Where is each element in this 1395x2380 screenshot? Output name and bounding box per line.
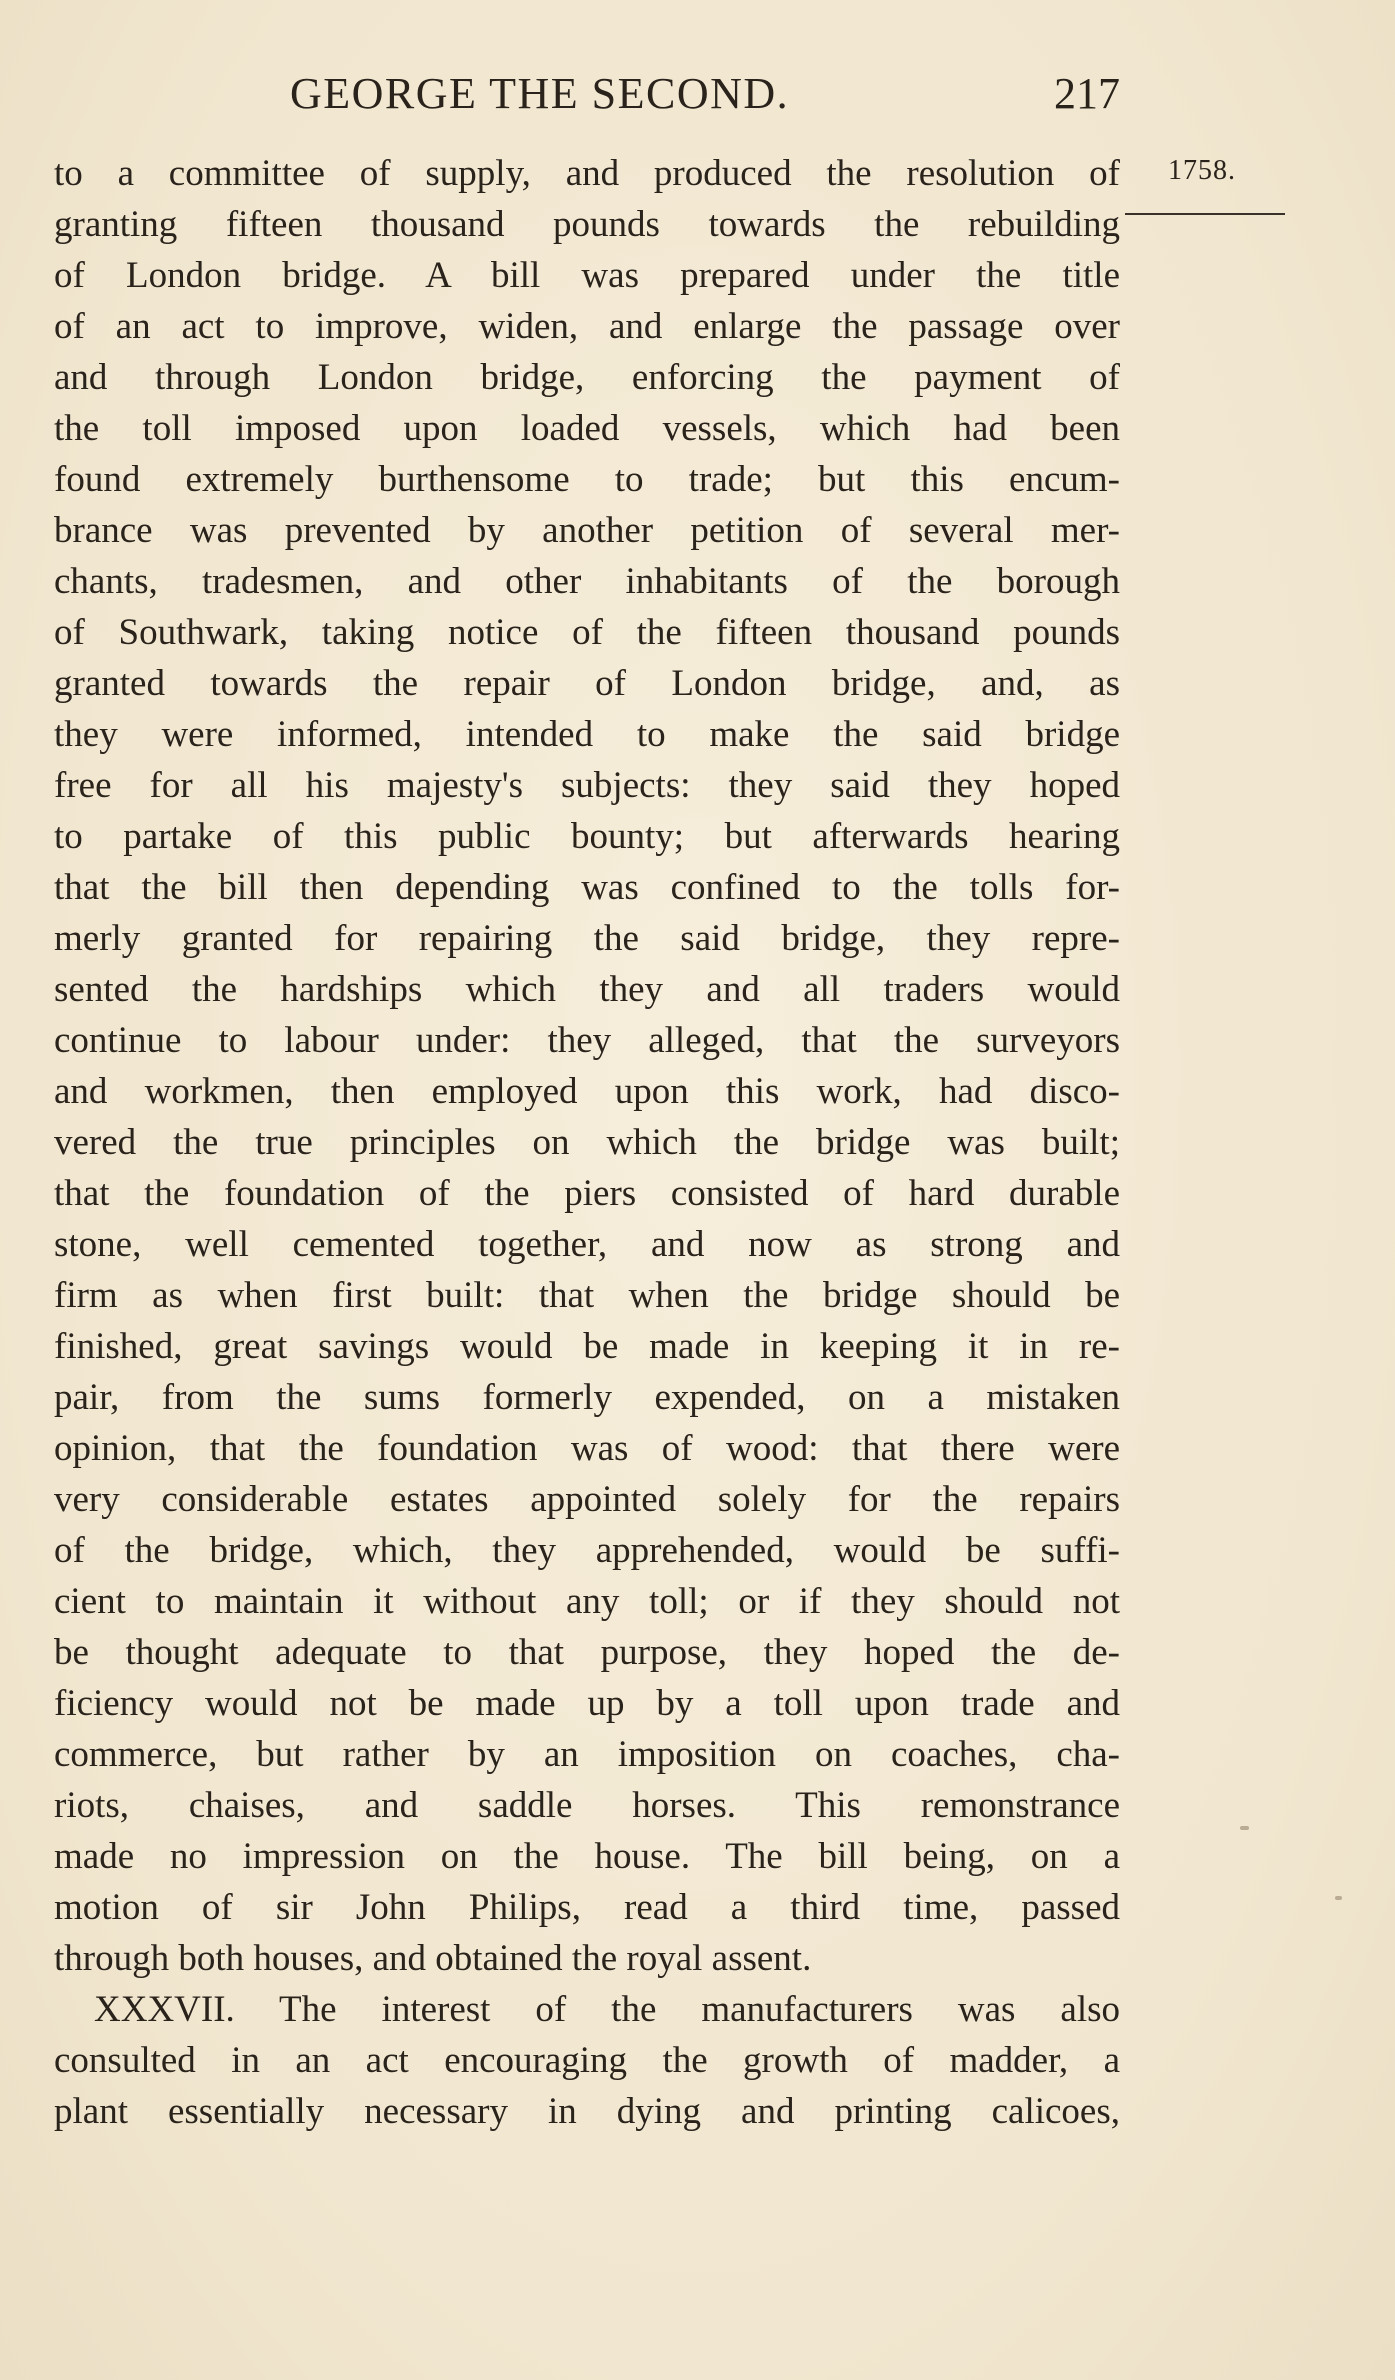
text-line: the toll imposed upon loaded vessels, which had been (54, 408, 1120, 449)
running-title: GEORGE THE SECOND. (290, 69, 790, 118)
text-line: ficiency would not be made up by a toll upon trade and (54, 1683, 1120, 1724)
body-text (54, 148, 1120, 2137)
text-line: granted towards the repair of London bridge, and, as (54, 663, 1120, 704)
text-line: granting fifteen thousand pounds towards the rebuilding (54, 204, 1120, 245)
text-line: they were informed, intended to make the said bridge (54, 714, 1120, 755)
text-line: riots, chaises, and saddle horses. This remonstrance (54, 1785, 1120, 1826)
text-line: and workmen, then employed upon this work, had disco- (54, 1071, 1120, 1112)
text-line: merly granted for repairing the said bridge, they repre- (54, 918, 1120, 959)
text-line: of London bridge. A bill was prepared under the title (54, 255, 1120, 296)
text-line: sented the hardships which they and all traders would (54, 969, 1120, 1010)
text-line: consulted in an act encouraging the growth of madder, a (54, 2040, 1120, 2081)
text-line: and through London bridge, enforcing the payment of (54, 357, 1120, 398)
text-line: finished, great savings would be made in keeping it in re- (54, 1326, 1120, 1367)
text-line: very considerable estates appointed solely for the repairs (54, 1479, 1120, 1520)
margin-year-note: 1758. (1168, 155, 1236, 186)
paper-speck (1240, 1826, 1249, 1830)
text-line: motion of sir John Philips, read a third time, passed (54, 1887, 1120, 1928)
paper-speck (1335, 1896, 1342, 1900)
text-line: cient to maintain it without any toll; or if they should not (54, 1581, 1120, 1622)
text-line: of an act to improve, widen, and enlarge the passage over (54, 306, 1120, 347)
text-line: plant essentially necessary in dying and printing calicoes, (54, 2091, 1120, 2132)
text-line: opinion, that the foundation was of wood: that there were (54, 1428, 1120, 1469)
text-line: of the bridge, which, they apprehended, would be suffi- (54, 1530, 1120, 1571)
text-line: found extremely burthensome to trade; but this encum- (54, 459, 1120, 500)
page-number: 217 (1054, 69, 1120, 118)
text-line: free for all his majesty's subjects: they said they hoped (54, 765, 1120, 806)
text-line: through both houses, and obtained the royal assent. (54, 1938, 812, 1979)
text-line: made no impression on the house. The bill being, on a (54, 1836, 1120, 1877)
text-line: to partake of this public bounty; but afterwards hearing (54, 816, 1120, 857)
margin-rule (1125, 213, 1285, 215)
text-line: pair, from the sums formerly expended, on a mistaken (54, 1377, 1120, 1418)
section-start-line: XXXVII. The interest of the manufacturers was also (94, 1989, 1120, 2030)
text-line: brance was prevented by another petition of several mer- (54, 510, 1120, 551)
running-head (290, 68, 1120, 128)
text-line: firm as when first built: that when the bridge should be (54, 1275, 1120, 1316)
text-line: stone, well cemented together, and now as strong and (54, 1224, 1120, 1265)
text-line: vered the true principles on which the bridge was built; (54, 1122, 1120, 1163)
text-line: commerce, but rather by an imposition on coaches, cha- (54, 1734, 1120, 1775)
text-line: be thought adequate to that purpose, they hoped the de- (54, 1632, 1120, 1673)
text-line: that the bill then depending was confined to the tolls for- (54, 867, 1120, 908)
text-line: continue to labour under: they alleged, that the surveyors (54, 1020, 1120, 1061)
text-line: that the foundation of the piers consisted of hard durable (54, 1173, 1120, 1214)
text-line: to a committee of supply, and produced the resolution of (54, 153, 1120, 194)
text-line: of Southwark, taking notice of the fifteen thousand pounds (54, 612, 1120, 653)
text-line: chants, tradesmen, and other inhabitants of the borough (54, 561, 1120, 602)
